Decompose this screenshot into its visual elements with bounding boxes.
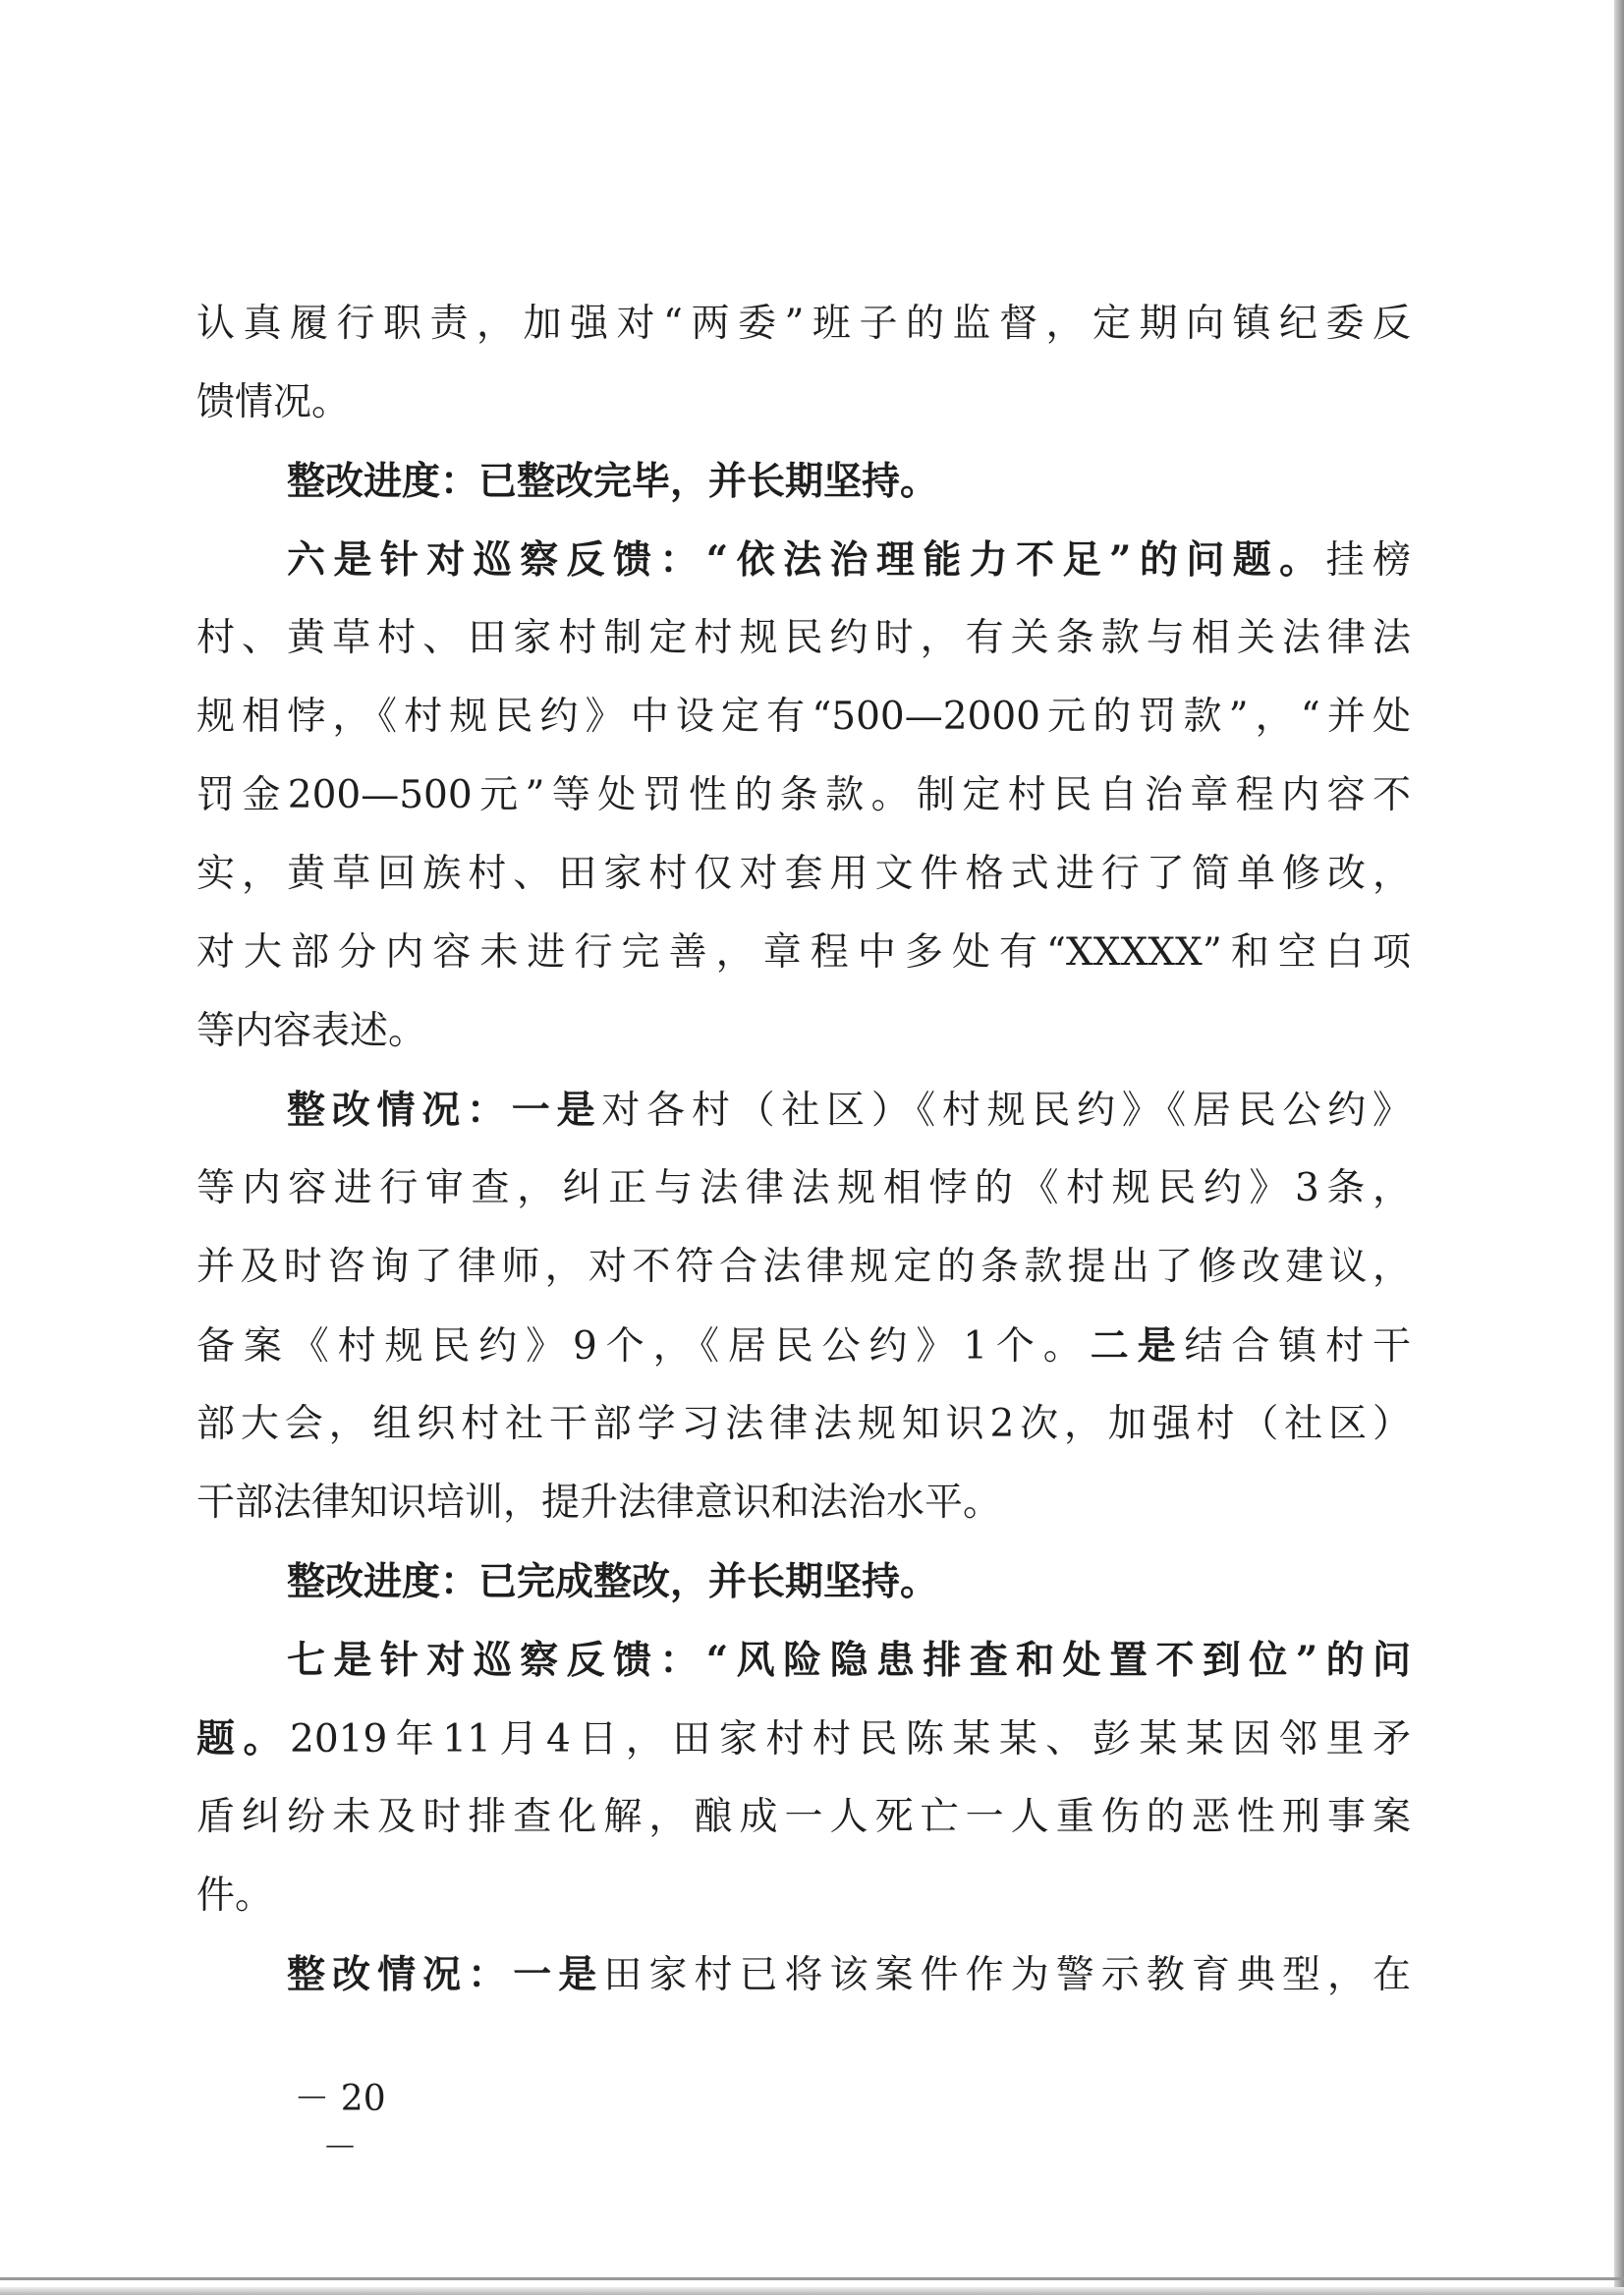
page-number: － 20 －	[294, 2079, 386, 2168]
text-run: 并及时咨询了律师，对不符合法律规定的条款提出了修改建议，	[196, 1245, 1411, 1289]
scan-edge-bottom	[0, 2287, 1624, 2295]
text-run: 2019年11月4日，田家村村民陈某某、彭某某因邻里矛	[290, 1717, 1411, 1762]
text-line	[196, 992, 1411, 1071]
text-run: 村、黄草村、田家村制定村规民约时，有关条款与相关法律法	[196, 616, 1411, 660]
text-line	[196, 1149, 1411, 1228]
text-run: 挂榜	[1325, 538, 1411, 583]
text-run: 认真履行职责，加强对“两委”班子的监督，定期向镇纪委反	[196, 302, 1411, 346]
text-run-bold: 整改进度：已整改完毕，并长期坚持。	[287, 459, 939, 504]
text-run-bold: 整改情况：一是	[287, 1088, 602, 1133]
rectification-heading	[196, 1071, 1411, 1149]
text-run: 结合镇村干	[1184, 1324, 1411, 1369]
text-run: 馈情况。	[196, 380, 351, 424]
text-line	[196, 1464, 1411, 1542]
section-heading-six	[196, 521, 1411, 599]
scan-edge-right	[1614, 0, 1624, 2295]
text-run-bold: 六是针对巡察反馈：“依法治理能力不足”的问题。	[287, 537, 1326, 583]
text-line	[196, 1307, 1411, 1385]
text-line	[196, 1857, 1411, 1935]
document-body	[196, 285, 1411, 2014]
text-run: 部大会，组织村社干部学习法律法规知识2次，加强村（社区）	[196, 1402, 1411, 1446]
text-line	[196, 756, 1411, 835]
text-line	[196, 914, 1411, 992]
text-line	[196, 678, 1411, 756]
text-run-bold: 七是针对巡察反馈：“风险隐患排查和处置不到位”的问	[287, 1638, 1411, 1683]
text-run: 实，黄草回族村、田家村仅对套用文件格式进行了简单修改，	[196, 852, 1411, 896]
text-run: 对各村（社区）《村规民约》《居民公约》	[601, 1089, 1411, 1133]
text-line	[196, 1385, 1411, 1464]
text-line	[196, 599, 1411, 678]
text-run-bold: 整改进度：已完成整改，并长期坚持。	[287, 1559, 939, 1604]
text-run: 等内容进行审查，纠正与法律法规相悖的《村规民约》3条，	[196, 1166, 1411, 1210]
text-run: 备案《村规民约》9个，《居民公约》1个。	[196, 1324, 1091, 1369]
text-run: 田家村已将该案件作为警示教育典型，在	[603, 1953, 1411, 1997]
text-run-bold: 题。	[196, 1716, 291, 1762]
text-line	[196, 1778, 1411, 1857]
text-run-bold: 二是	[1090, 1323, 1185, 1369]
text-run: 罚金200—500元”等处罚性的条款。制定村民自治章程内容不	[196, 773, 1411, 817]
scan-line-bottom	[0, 2277, 1624, 2280]
section-heading-seven	[196, 1621, 1411, 1700]
text-line	[196, 1700, 1411, 1778]
text-line	[196, 364, 1411, 442]
rectification-heading	[196, 1935, 1411, 2014]
text-line	[196, 835, 1411, 914]
text-run: 等内容表述。	[196, 1009, 427, 1053]
text-line	[196, 285, 1411, 364]
text-run: 件。	[196, 1874, 274, 1918]
text-run: 规相悖，《村规民约》中设定有“500—2000元的罚款”，“并处	[196, 695, 1411, 739]
text-run: 盾纠纷未及时排查化解，酿成一人死亡一人重伤的恶性刑事案	[196, 1795, 1411, 1839]
progress-heading	[196, 442, 1411, 521]
text-run: 干部法律知识培训，提升法律意识和法治水平。	[196, 1481, 1002, 1525]
progress-heading	[196, 1542, 1411, 1621]
text-run: 对大部分内容未进行完善，章程中多处有“XXXXX”和空白项	[196, 930, 1411, 975]
text-run-bold: 整改情况：一是	[287, 1952, 604, 1997]
text-line	[196, 1228, 1411, 1307]
